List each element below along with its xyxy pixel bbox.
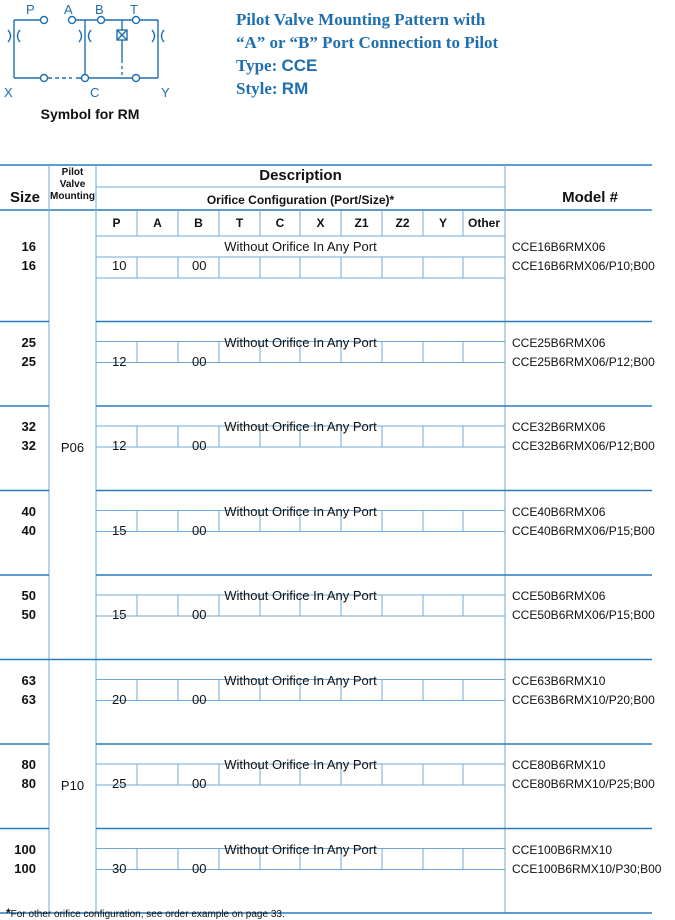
- model-number: CCE80B6RMX10: [512, 758, 606, 772]
- size-value: 32: [21, 438, 36, 453]
- port-label-t: T: [130, 2, 138, 17]
- port-header-x: X: [316, 216, 325, 230]
- size-value: 16: [21, 239, 36, 254]
- port-b-value: 00: [192, 776, 207, 791]
- no-orifice-text: Without Orifice In Any Port: [224, 588, 377, 603]
- port-header-t: T: [235, 216, 244, 230]
- type-label: Type:: [236, 56, 278, 75]
- port-header-other: Other: [467, 216, 500, 230]
- port-p-value: 25: [112, 776, 127, 791]
- port-p-value: 10: [112, 258, 127, 273]
- model-number: CCE80B6RMX10/P25;B00: [512, 777, 655, 791]
- style-value: RM: [281, 79, 309, 98]
- model-number: CCE25B6RMX06/P12;B00: [512, 354, 655, 369]
- size-value: 63: [21, 691, 36, 707]
- symbol-caption: Symbol for RM: [40, 106, 140, 122]
- size-value: 40: [21, 522, 36, 538]
- port-header-a: A: [153, 216, 162, 230]
- footnote-text: For other orifice configuration, see order example on page 33.: [10, 909, 285, 920]
- pilot-header-line-1: Pilot: [61, 167, 84, 178]
- pilot-mounting-value: P06: [60, 440, 85, 456]
- port-header-z1: Z1: [354, 216, 369, 230]
- description-header: Description: [259, 167, 342, 184]
- port-b-value: 00: [192, 522, 207, 538]
- port-header-y: Y: [438, 216, 447, 230]
- no-orifice-text: Without Orifice In Any Port: [224, 672, 377, 688]
- port-b-value: 00: [192, 860, 207, 876]
- model-number: CCE40B6RMX06/P15;B00: [512, 523, 655, 538]
- port-label-b: B: [95, 2, 104, 17]
- model-number: CCE16B6RMX06: [512, 240, 606, 254]
- size-value: 80: [21, 757, 36, 772]
- port-b-value: 00: [192, 438, 207, 453]
- model-number: CCE16B6RMX06/P10;B00: [512, 259, 655, 273]
- size-value: 80: [21, 776, 36, 791]
- model-number: CCE100B6RMX10/P30;B00: [512, 861, 662, 876]
- port-p-value: 12: [112, 353, 127, 369]
- no-orifice-text: Without Orifice In Any Port: [224, 239, 377, 254]
- port-label-x: X: [4, 85, 13, 100]
- model-header: Model #: [562, 189, 618, 206]
- size-header: Size: [10, 189, 41, 206]
- port-b-value: 00: [192, 691, 207, 707]
- size-value: 25: [21, 334, 36, 350]
- size-value: 100: [14, 860, 36, 876]
- port-p-value: 20: [112, 691, 127, 707]
- port-p-value: 15: [112, 522, 127, 538]
- pilot-mounting-value: P10: [60, 778, 85, 794]
- footnote-star: *: [6, 906, 11, 920]
- port-header-b: B: [194, 216, 203, 230]
- pilot-header-line-3: Mounting: [50, 191, 95, 202]
- pilot-header-line-2: Valve: [59, 179, 86, 190]
- port-b-value: 00: [192, 607, 207, 622]
- port-header-p: P: [112, 216, 121, 230]
- no-orifice-text: Without Orifice In Any Port: [224, 419, 377, 434]
- model-number: CCE32B6RMX06/P12;B00: [512, 439, 655, 453]
- size-value: 25: [21, 353, 36, 369]
- port-header-z2: Z2: [395, 216, 410, 230]
- footnote: [6, 906, 285, 920]
- model-number: CCE63B6RMX10: [512, 673, 606, 688]
- model-number: CCE50B6RMX06/P15;B00: [512, 608, 655, 622]
- model-number: CCE40B6RMX06: [512, 504, 606, 519]
- model-number: CCE25B6RMX06: [512, 335, 606, 350]
- model-number: CCE63B6RMX10/P20;B00: [512, 692, 655, 707]
- port-label-y: Y: [161, 85, 170, 100]
- size-value: 50: [21, 588, 36, 603]
- no-orifice-text: Without Orifice In Any Port: [224, 757, 377, 772]
- port-label-p: P: [26, 2, 35, 17]
- size-value: 50: [21, 607, 36, 622]
- port-label-a: A: [64, 2, 73, 17]
- title-line-1: Pilot Valve Mounting Pattern with: [236, 10, 486, 29]
- type-value: CCE: [281, 56, 318, 75]
- style-label: Style:: [236, 79, 278, 98]
- port-p-value: 30: [112, 860, 127, 876]
- orifice-header: Orifice Configuration (Port/Size)*: [206, 193, 395, 207]
- model-number: CCE32B6RMX06: [512, 420, 606, 434]
- model-number: CCE50B6RMX06: [512, 589, 606, 603]
- size-value: 16: [21, 258, 36, 273]
- size-value: 32: [21, 419, 36, 434]
- port-b-value: 00: [192, 258, 207, 273]
- size-value: 100: [14, 841, 36, 857]
- no-orifice-text: Without Orifice In Any Port: [224, 334, 377, 350]
- size-value: 63: [21, 672, 36, 688]
- size-value: 40: [21, 503, 36, 519]
- port-header-c: C: [275, 216, 285, 230]
- title-line-2: “A” or “B” Port Connection to Pilot: [236, 33, 499, 52]
- model-number: CCE100B6RMX10: [512, 842, 613, 857]
- no-orifice-text: Without Orifice In Any Port: [224, 841, 377, 857]
- port-label-c: C: [90, 85, 100, 100]
- port-p-value: 15: [112, 607, 127, 622]
- no-orifice-text: Without Orifice In Any Port: [224, 503, 377, 519]
- port-p-value: 12: [112, 438, 127, 453]
- port-b-value: 00: [192, 353, 207, 369]
